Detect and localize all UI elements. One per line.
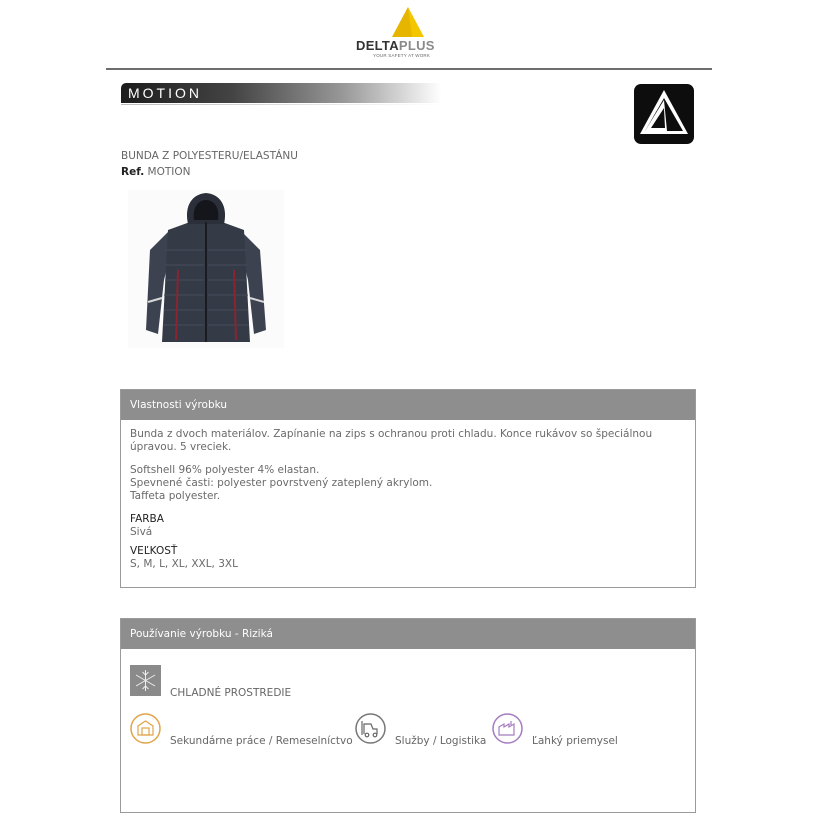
material-line: Spevnené časti: polyester povrstvený zateplený akrylom. xyxy=(130,477,433,489)
material-list xyxy=(130,464,686,503)
size-value: S, M, L, XL, XXL, 3XL xyxy=(130,558,238,570)
brand-accent: PLUS xyxy=(398,38,435,53)
size-label: VEĽKOSŤ xyxy=(130,545,178,557)
deltaplus-triangle-icon xyxy=(634,84,694,144)
workshop-icon xyxy=(130,713,161,744)
deltaplus-triangle-logo-icon xyxy=(352,6,464,40)
brand-tagline: YOUR SAFETY AT WORK xyxy=(373,53,431,58)
color-label: FARBA xyxy=(130,513,164,525)
sector-label-workshop: Sekundárne práce / Remeselníctvo xyxy=(170,735,353,747)
product-title: MOTION xyxy=(128,85,202,101)
ref-label: Ref. xyxy=(121,166,145,178)
sector-label-logistics: Služby / Logistika xyxy=(395,735,487,747)
usage-heading: Používanie výrobku - Riziká xyxy=(121,619,695,649)
ref-value: MOTION xyxy=(147,166,191,178)
properties-description: Bunda z dvoch materiálov. Zapínanie na zips s ochranou proti chladu. Konce rukávov so špeciálnou úpravou. 5 vreciek. xyxy=(130,428,653,453)
color-value: Sivá xyxy=(130,526,153,538)
forklift-icon xyxy=(355,713,386,744)
product-ref xyxy=(121,166,191,178)
factory-icon xyxy=(492,713,523,744)
material-line: Taffeta polyester. xyxy=(130,490,221,502)
risk-label-cold: CHLADNÉ PROSTREDIE xyxy=(170,687,292,699)
product-title-bar xyxy=(121,83,441,103)
properties-heading: Vlastnosti výrobku xyxy=(121,390,695,420)
product-description: BUNDA Z POLYESTERU/ELASTÁNU xyxy=(121,150,298,162)
jacket-photo xyxy=(128,190,284,348)
header-divider xyxy=(106,68,712,70)
sector-label-industry: Ľahký priemysel xyxy=(532,735,618,747)
brand-main: DELTA xyxy=(356,38,399,53)
snowflake-icon xyxy=(130,665,161,696)
title-underline xyxy=(121,104,441,105)
brand-wordmark xyxy=(356,38,435,53)
product-usage-panel xyxy=(120,618,696,813)
product-properties-panel xyxy=(120,389,696,588)
deltaplus-logo xyxy=(352,6,464,58)
material-line: Softshell 96% polyester 4% elastan. xyxy=(130,464,320,476)
properties-body xyxy=(121,420,695,571)
